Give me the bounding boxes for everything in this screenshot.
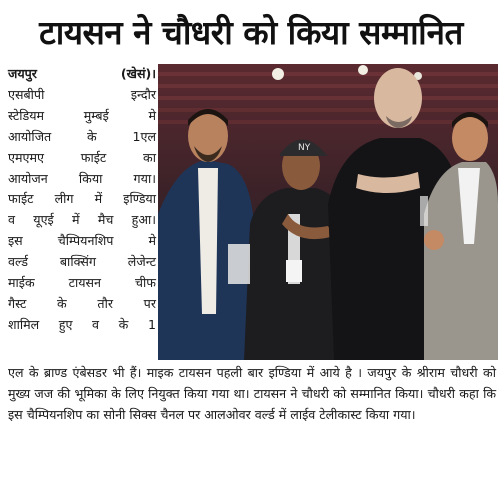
cap-logo: NY	[298, 143, 311, 153]
dateline: जयपुर (खेसं)।	[8, 66, 156, 81]
column-line: माईक टायसन चीफ	[8, 275, 156, 291]
column-line: एमएमए फाईट का	[8, 149, 156, 165]
column-line: व यूएई में मैच हुआ।	[8, 212, 156, 228]
light	[272, 68, 284, 80]
article-body-continued: एल के ब्राण्ड एंबेसडर भी हैं। माइक टायसन पहली बार इण्डिया में आये है । जयपुर के श्रीराम चौधरी को मुख्य जज की भूमिका के लिए नियुक्त किया गया था। टायसन ने चौधरी को सम्मानित किया। चौधरी कहा कि इस चैम्पियनशिप का सोनी सिक्स चैनल पर आलओवर वर्ल्ड में लाईव टेलीकास्ट किया गया।	[8, 365, 496, 422]
column-line: आयोजित के 1एल	[8, 128, 156, 144]
banner	[420, 196, 428, 226]
news-photo	[158, 64, 498, 360]
column-line: वर्ल्ड बाक्सिंग लेजेन्ट	[8, 254, 156, 270]
column-line: शामिल हुए व के 1	[8, 316, 156, 332]
photo-illustration	[158, 64, 498, 360]
headline: टायसन ने चौधरी को किया सम्मानित	[39, 13, 463, 52]
article-column	[8, 64, 156, 336]
column-line: स्टेडियम मुम्बई मे	[8, 107, 156, 123]
light	[358, 65, 368, 75]
column-line: इस चैम्पियनशिप मे	[8, 233, 156, 249]
column-line: फाईट लीग में इण्डिया	[8, 191, 156, 207]
column-line: एसबीपी इन्दौर	[8, 86, 156, 102]
banner	[228, 244, 250, 284]
column-line: आयोजन किया गया।	[8, 170, 156, 186]
column-line: गैस्ट के तौर पर	[8, 295, 156, 311]
